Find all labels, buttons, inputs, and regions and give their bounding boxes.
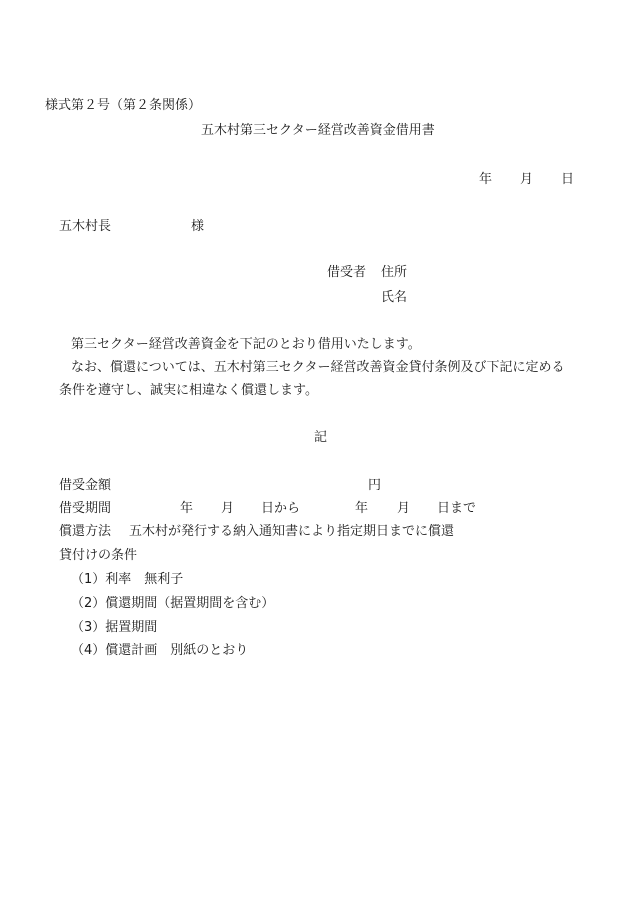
condition-item: （1）利率 無利子 <box>71 572 184 587</box>
period-label: 借受期間 <box>59 501 112 516</box>
form-number: 様式第２号（第２条関係） <box>45 98 202 113</box>
period-start-year: 年 <box>180 501 194 516</box>
period-end-year: 年 <box>355 501 369 516</box>
method-label: 償還方法 <box>59 524 112 539</box>
addressee-name: 五木村長 <box>59 219 112 234</box>
period-end-month: 月 <box>397 501 411 516</box>
borrower-address-label: 住所 <box>381 265 408 280</box>
condition-item: （4）償還計画 別紙のとおり <box>71 643 249 658</box>
period-end-day: 日まで <box>437 501 477 516</box>
period-start-month: 月 <box>221 501 235 516</box>
date-day: 日 <box>561 172 575 187</box>
body-line-1: 第三セクター経営改善資金を下記のとおり借用いたします。 <box>71 337 421 352</box>
borrower-label: 借受者 <box>327 265 367 280</box>
body-line-2: なお、償還については、五木村第三セクター経営改善資金貸付条例及び下記に定める <box>71 360 565 375</box>
amount-unit: 円 <box>368 478 382 493</box>
amount-label: 借受金額 <box>59 478 112 493</box>
borrower-name-label: 氏名 <box>381 290 408 305</box>
addressee-honorific: 様 <box>191 219 205 234</box>
condition-item: （2）償還期間（据置期間を含む） <box>71 596 275 611</box>
document-title: 五木村第三セクター経営改善資金借用書 <box>201 123 435 138</box>
date-year: 年 <box>479 172 493 187</box>
conditions-label: 貸付けの条件 <box>59 548 138 563</box>
ki-heading: 記 <box>314 430 328 445</box>
period-start-day: 日から <box>261 501 301 516</box>
body-line-3: 条件を遵守し、誠実に相違なく償還します。 <box>59 383 318 398</box>
condition-item: （3）据置期間 <box>71 620 158 635</box>
date-month: 月 <box>520 172 534 187</box>
method-value: 五木村が発行する納入通知書により指定期日までに償還 <box>129 524 455 539</box>
